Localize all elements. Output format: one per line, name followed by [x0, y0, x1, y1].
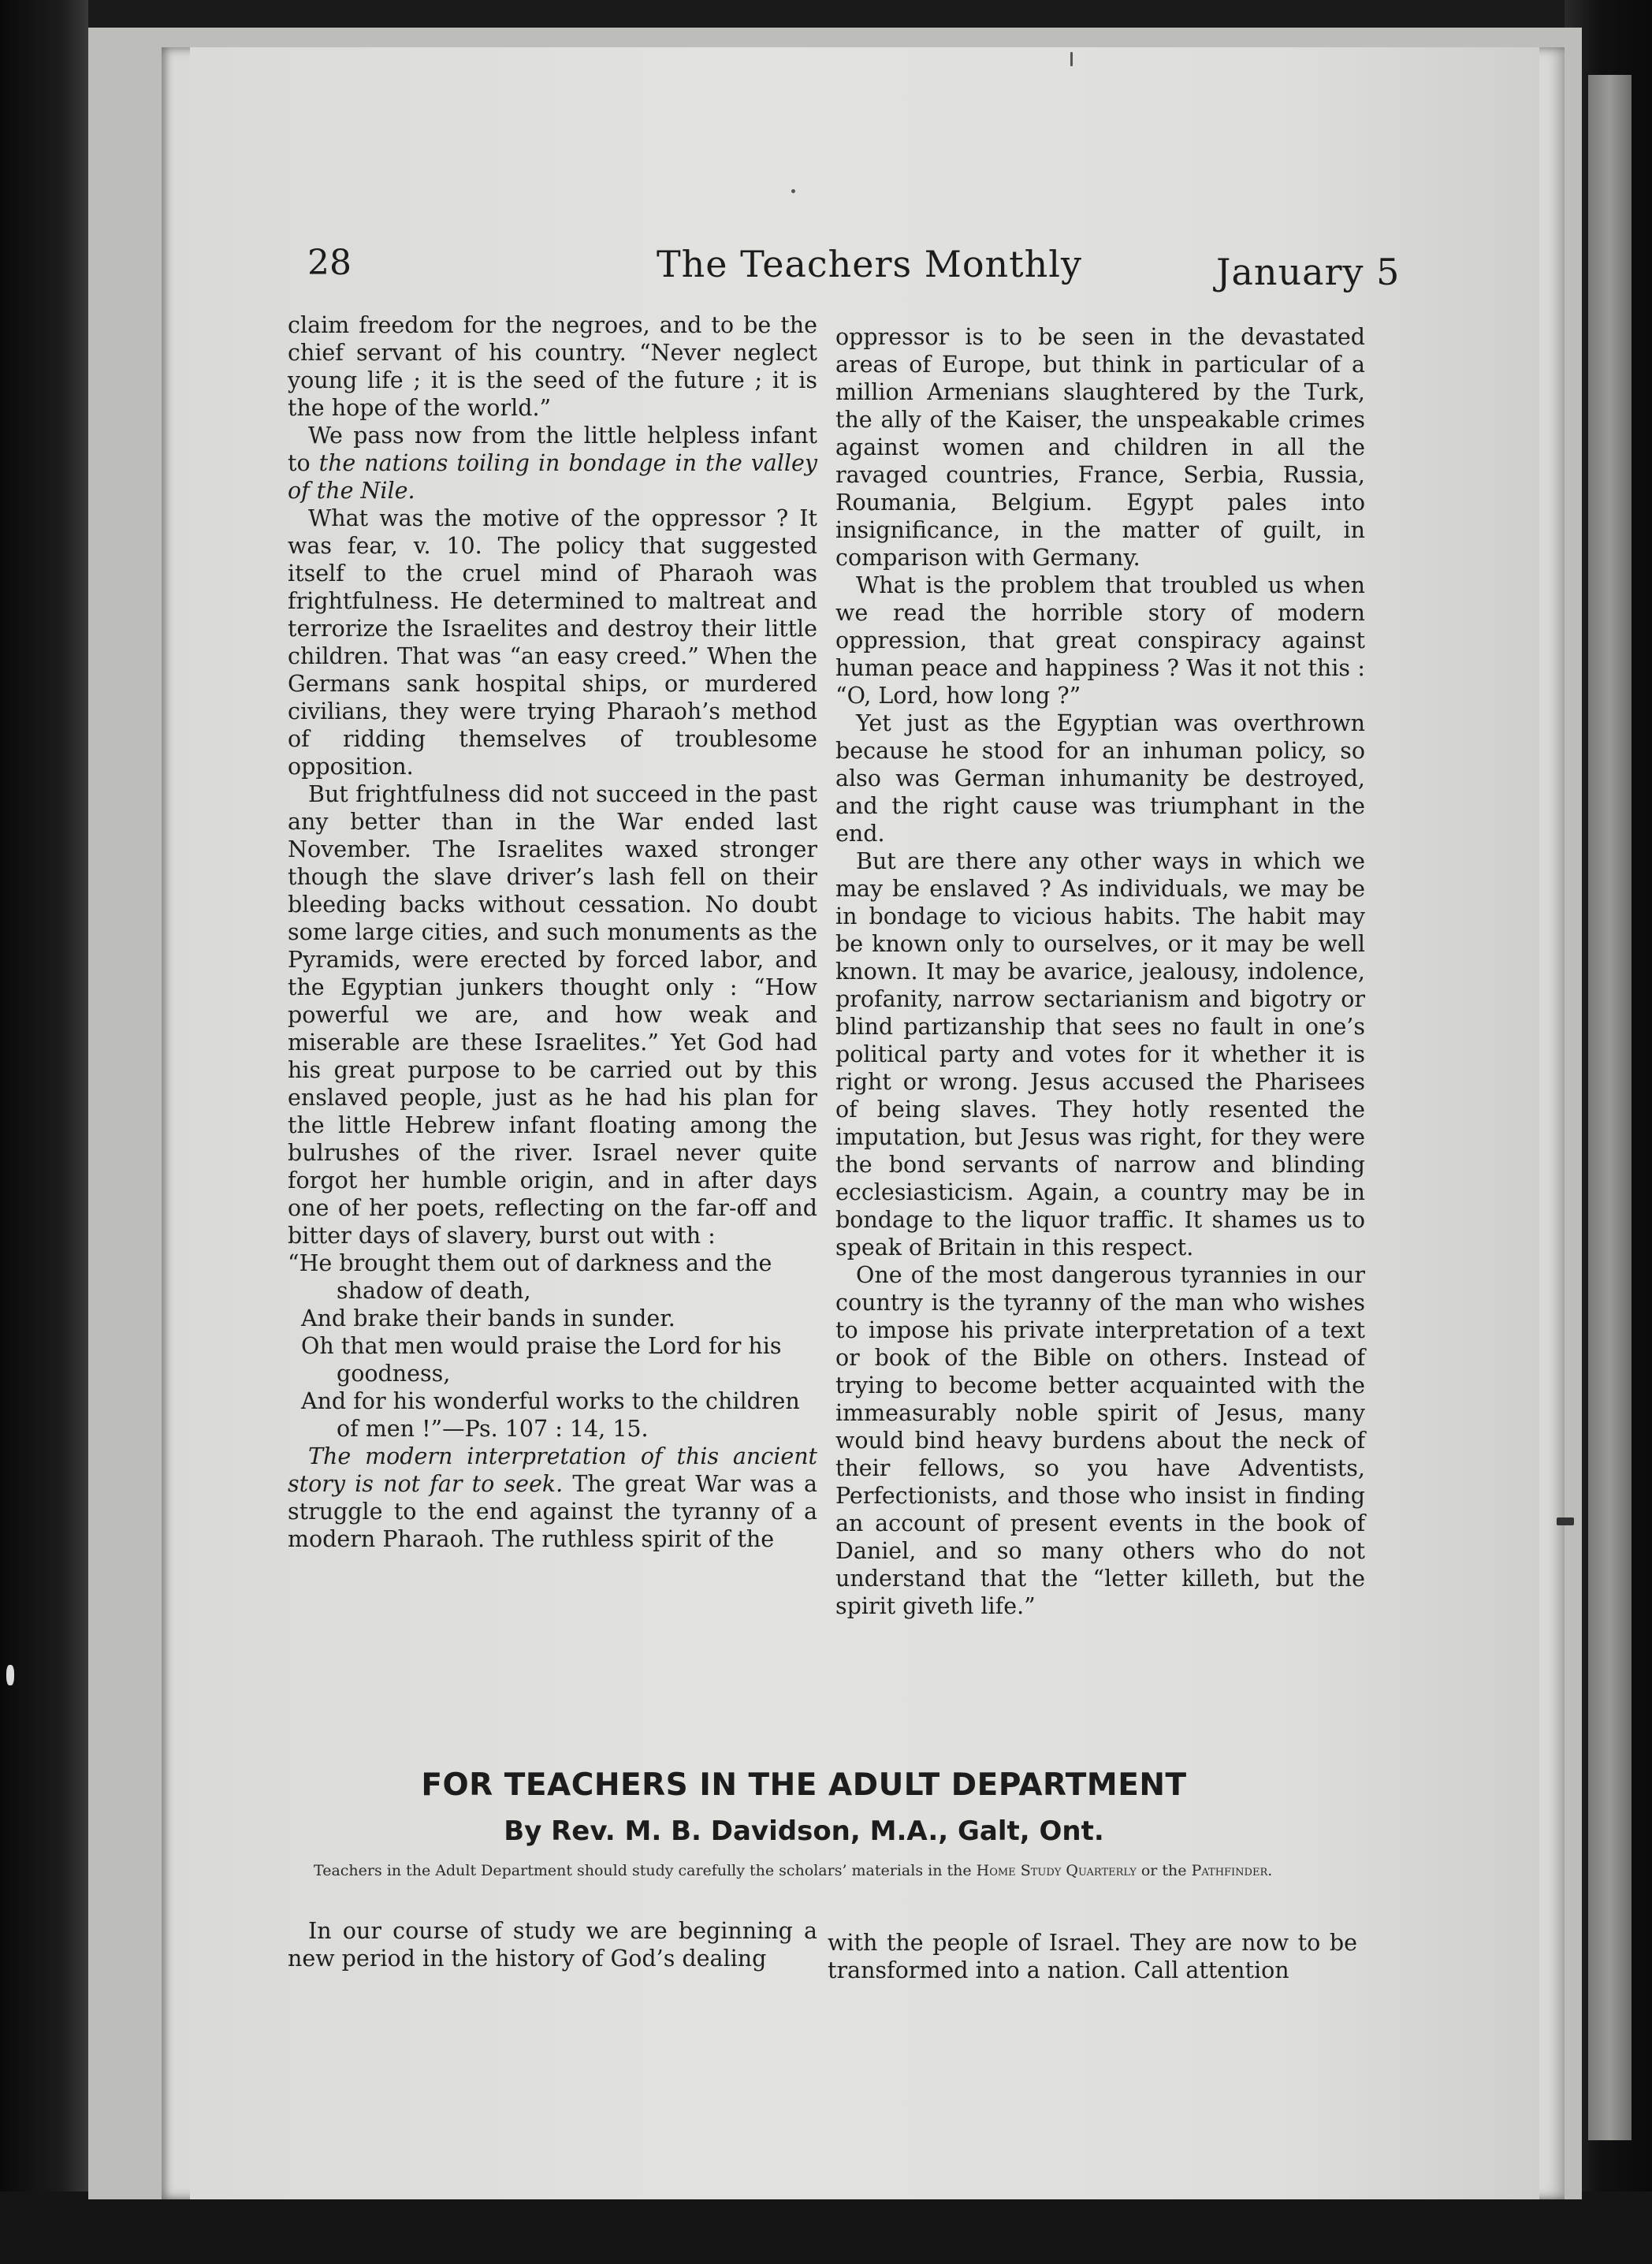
paragraph: In our course of study we are beginning a new period in the history of God’s dealing [288, 1918, 817, 1972]
running-title: The Teachers Monthly [657, 243, 1082, 285]
section-note [292, 1862, 1364, 1879]
scan-speck [1070, 52, 1073, 66]
poem-line-text: And for his wonderful works to the children [301, 1388, 800, 1414]
note-title: Pathfinder [1191, 1862, 1268, 1879]
paragraph: But are there any other ways in which we may be enslaved ? As individuals, we may be in bondage to vicious habits. The habit may be known only to ourselves, or it may be well known. It may be avarice, jealousy, indolence, profanity, narrow sectarianism and bigotry or blind partizanship that sees no fault in one’s political party and votes for it whether it is right or wrong. Jesus accused the Pharisees of being slaves. They hotly resented the imputation, but Jesus was right, for they were the bond servants of narrow and blinding ecclesiasticism. Again, a country may be in bondage to the liquor traffic. It shames us to speak of Britain in this respect. [835, 848, 1365, 1260]
paragraph: What was the motive of the oppressor ? It was fear, v. 10. The policy that suggested itself to the cruel mind of Pharaoh was frightfulness. He determined to maltreat and terrorize the Israelites and destroy their little children. That was “an easy creed.” When the Germans sank hospital ships, or murdered civilians, they were trying Pharaoh’s method of ridding themselves of troublesome opposition. [288, 505, 817, 780]
note-text: . [1267, 1862, 1273, 1879]
paragraph: oppressor is to be seen in the devastated areas of Europe, but think in particular of a million Armenians slaughtered by the Turk, the ally of the Kaiser, the unspeakable crimes against women and children in all the ravaged countries, France, Serbia, Russia, Roumania, Belgium. Egypt pales into insignificance, in the matter of guilt, in comparison with Germany. [835, 324, 1365, 571]
scan-speck [791, 189, 795, 193]
poem-line: And brake their bands in sunder. [301, 1305, 675, 1331]
page-number: 28 [307, 243, 352, 283]
bottom-left-column [288, 1917, 817, 1972]
poem-line [288, 1332, 817, 1387]
right-column [835, 323, 1365, 1620]
scan-speck [1557, 1517, 1574, 1525]
note-title: Home Study Quarterly [976, 1862, 1137, 1879]
bottom-right-column [828, 1929, 1357, 1984]
poem-line [288, 1387, 817, 1443]
paragraph: with the people of Israel. They are now to be transformed into a nation. Call attention [828, 1930, 1357, 1983]
paragraph-text: The great War was a struggle to the end against the tyranny of a modern Pharaoh. The ruthless spirit of the [288, 1471, 817, 1552]
poem-line-continuation: of men !”—Ps. 107 : 14, 15. [337, 1416, 649, 1442]
emphasis-text: the nations toiling in bondage in the valley of the Nile. [288, 450, 817, 504]
author-byline: By Rev. M. B. Davidson, M.A., Galt, Ont. [504, 1815, 1104, 1847]
poem-line-continuation: shadow of death, [337, 1278, 531, 1304]
poem-line-text: Oh that men would praise the Lord for his [301, 1333, 782, 1359]
note-text: or the [1136, 1862, 1192, 1879]
note-text: Teachers in the Adult Department should study carefully the scholars’ materials in the [314, 1862, 977, 1879]
poem-line [288, 1249, 817, 1305]
paragraph: But frightfulness did not succeed in the past any better than in the War ended last November. The Israelites waxed stronger though the slave driver’s lash fell on their bleeding backs without cessation. No doubt some large cities, and such monuments as the Pyramids, were erected by forced labor, and the Egyptian junkers thought only : “How powerful we are, and how weak and miserable are these Israelites.” Yet God had his great purpose to be carried out by this enslaved people, just as he had his plan for the little Hebrew infant floating among the bulrushes of the river. Israel never quite forgot her humble origin, and in after days one of her poets, reflecting on the far-off and bitter days of slavery, burst out with : [288, 781, 817, 1249]
emphasis-text: The modern interpretation of this ancient story is not far to seek. [288, 1443, 817, 1497]
left-column [288, 311, 817, 1553]
paragraph [288, 422, 817, 505]
scan-bottom-margin [0, 2191, 1652, 2264]
running-date: January 5 [1216, 251, 1401, 293]
paragraph-text: We pass now from the little helpless infant to [288, 423, 817, 476]
poem-quote [288, 1249, 817, 1443]
section-heading: FOR TEACHERS IN THE ADULT DEPARTMENT [421, 1767, 1187, 1803]
paragraph: claim freedom for the negroes, and to be the chief servant of his country. “Never neglect young life ; it is the seed of the future ; it is the hope of the world.” [288, 312, 817, 421]
paragraph: What is the problem that troubled us when we read the horrible story of modern oppression, that great conspiracy against human peace and happiness ? Was it not this : “O, Lord, how long ?” [835, 572, 1365, 709]
poem-line-text: “He brought them out of darkness and the [288, 1250, 772, 1276]
adjacent-page-edge [1588, 75, 1632, 2140]
scan-speck [6, 1665, 14, 1685]
paragraph: One of the most dangerous tyrannies in our country is the tyranny of the man who wishes to impose his private interpretation of a text or book of the Bible on others. Instead of trying to become better acquainted with the immeasurably noble spirit of Jesus, many would bind heavy burdens about the neck of their fellows, so you have Adventists, Perfectionists, and those who insist in finding an account of present events in the book of Daniel, and so many others who do not understand that the “letter killeth, but the spirit giveth life.” [835, 1262, 1365, 1619]
poem-line-continuation: goodness, [337, 1361, 451, 1387]
paragraph: Yet just as the Egyptian was overthrown because he stood for an inhuman policy, so also was German inhumanity be destroyed, and the right cause was triumphant in the end. [835, 710, 1365, 847]
paragraph [288, 1443, 817, 1553]
scan-left-margin [0, 0, 88, 2264]
